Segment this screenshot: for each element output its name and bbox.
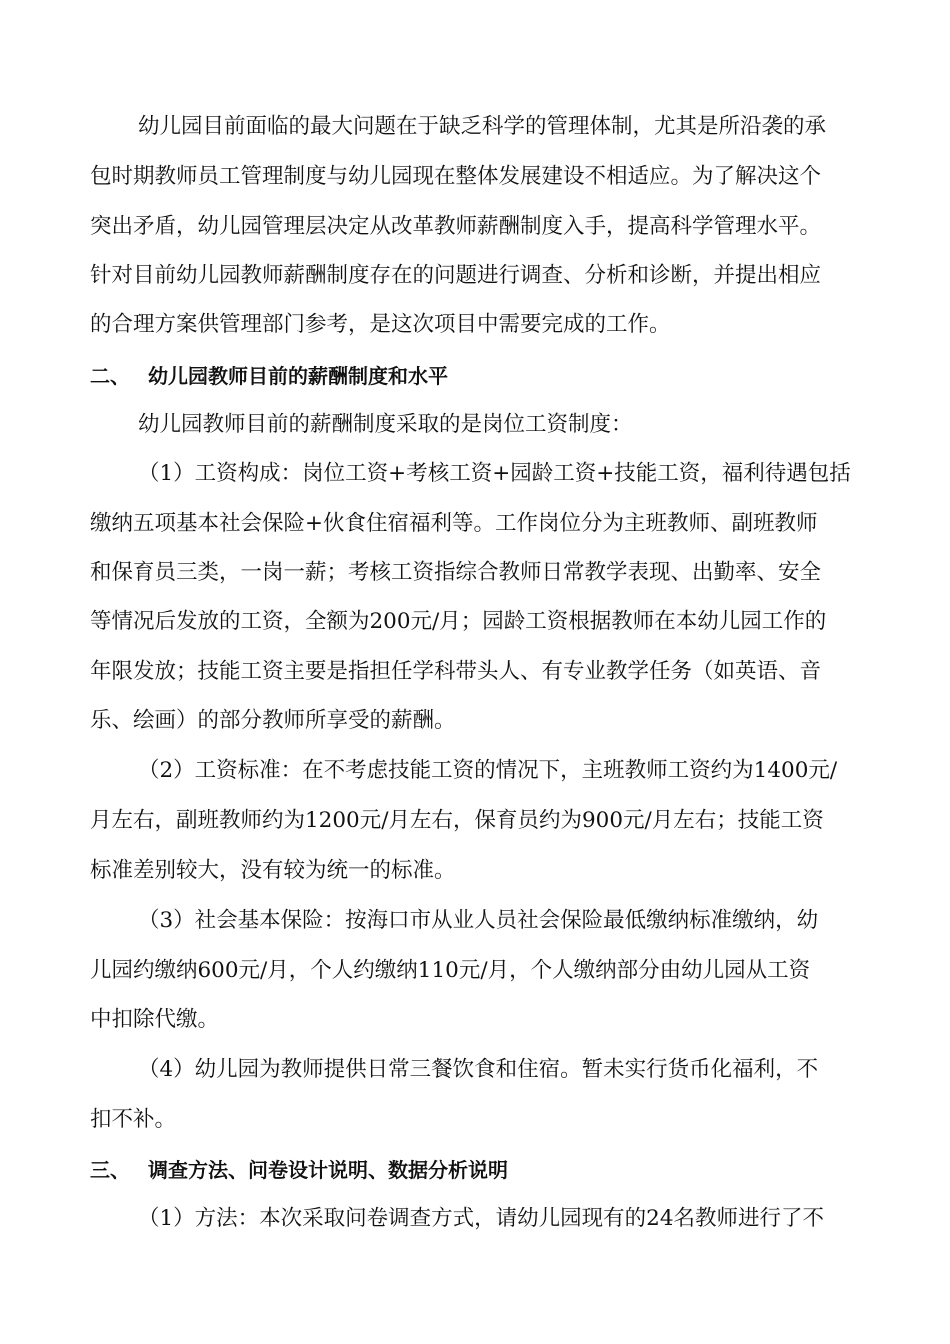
list-item-line: 年限发放；技能工资主要是指担任学科带头人、有专业教学任务（如英语、音 [90,659,822,684]
list-item-line: 和保育员三类，一岗一薪；考核工资指综合教师日常教学表现、出勤率、安全 [90,560,822,585]
list-item-line: 等情况后发放的工资，全额为200元/月；园龄工资根据教师在本幼儿园工作的 [90,609,827,634]
section-number: 三、 [90,1158,130,1182]
list-item-line: （1）工资构成：岗位工资+考核工资+园龄工资+技能工资，福利待遇包括 [138,461,851,486]
list-item-line: （2）工资标准：在不考虑技能工资的情况下，主班教师工资约为1400元/ [138,758,838,783]
paragraph-line: 针对目前幼儿园教师薪酬制度存在的问题进行调查、分析和诊断，并提出相应 [90,263,822,288]
paragraph-line: 幼儿园目前面临的最大问题在于缺乏科学的管理体制，尤其是所沿袭的承 [138,114,827,139]
section-title: 幼儿园教师目前的薪酬制度和水平 [148,364,448,388]
list-item-line: 标准差别较大，没有较为统一的标准。 [90,858,456,883]
section-heading [90,361,448,391]
list-item-line: 扣不补。 [90,1107,177,1132]
section-heading [90,1155,508,1185]
list-item-line: 中扣除代缴。 [90,1007,220,1032]
paragraph-line: 的合理方案供管理部门参考，是这次项目中需要完成的工作。 [90,312,671,337]
list-item-line: 缴纳五项基本社会保险+伙食住宿福利等。工作岗位分为主班教师、副班教师 [90,511,818,536]
list-item-line: 儿园约缴纳600元/月，个人约缴纳110元/月，个人缴纳部分由幼儿园从工资 [90,958,811,983]
list-item-line: 月左右，副班教师约为1200元/月左右，保育员约为900元/月左右；技能工资 [90,808,824,833]
section-number: 二、 [90,364,130,388]
paragraph-line: 包时期教师员工管理制度与幼儿园现在整体发展建设不相适应。为了解决这个 [90,164,822,189]
list-item-line: （3）社会基本保险：按海口市从业人员社会保险最低缴纳标准缴纳，幼 [138,908,819,933]
paragraph-line: 突出矛盾，幼儿园管理层决定从改革教师薪酬制度入手，提高科学管理水平。 [90,214,822,239]
list-item-line: （4）幼儿园为教师提供日常三餐饮食和住宿。暂未实行货币化福利，不 [138,1057,819,1082]
paragraph-line: 幼儿园教师目前的薪酬制度采取的是岗位工资制度： [138,412,633,437]
list-item-line: 乐、绘画）的部分教师所享受的薪酬。 [90,708,456,733]
section-title: 调查方法、问卷设计说明、数据分析说明 [148,1158,508,1182]
list-item-line: （1）方法：本次采取问卷调查方式，请幼儿园现有的24名教师进行了不 [138,1206,825,1231]
